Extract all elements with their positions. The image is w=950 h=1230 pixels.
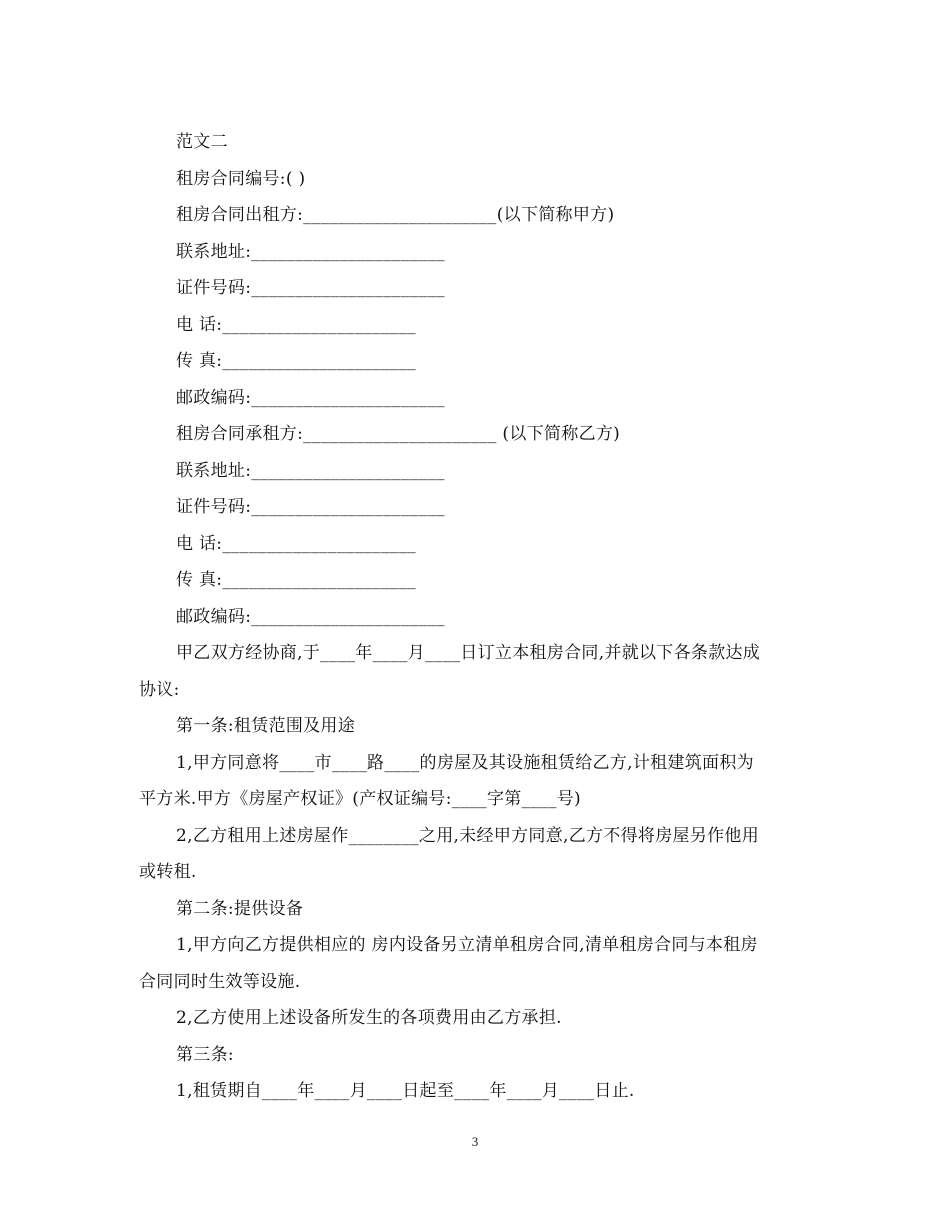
article-two-clause-2: 2,乙方使用上述设备所发生的各项费用由乙方承担. xyxy=(176,1008,562,1028)
lessor-line: 租房合同出租方:______________________(以下简称甲方) xyxy=(176,205,615,225)
section-heading: 范文二 xyxy=(176,132,228,152)
article-one-clause-1-continuation: 平方米.甲方《房屋产权证》(产权证编号:____字第____号) xyxy=(139,789,581,809)
lessor-phone-line: 电 话:______________________ xyxy=(176,314,416,335)
article-two-heading: 第二条:提供设备 xyxy=(176,898,304,919)
lessee-fax-line: 传 真:______________________ xyxy=(176,570,416,590)
lessor-id-line: 证件号码:______________________ xyxy=(176,278,445,298)
lessor-postcode-line: 邮政编码:______________________ xyxy=(176,387,445,408)
agreement-paragraph-continuation: 协议: xyxy=(139,679,180,700)
article-one-heading: 第一条:租赁范围及用途 xyxy=(176,716,356,736)
document-body xyxy=(139,124,819,1110)
lessee-postcode-line: 邮政编码:______________________ xyxy=(176,606,445,627)
article-three-clause-1: 1,租赁期自____年____月____日起至____年____月____日止. xyxy=(176,1081,635,1101)
article-one-clause-2-continuation: 或转租. xyxy=(139,862,197,882)
article-two-clause-1: 1,甲方向乙方提供相应的 房内设备另立清单租房合同,清单租房合同与本租房 xyxy=(176,935,758,955)
contract-number-line: 租房合同编号:( ) xyxy=(176,168,306,189)
article-two-clause-1-continuation: 合同同时生效等设施. xyxy=(139,971,301,992)
article-one-clause-1: 1,甲方同意将____市____路____的房屋及其设施租赁给乙方,计租建筑面积为 xyxy=(176,752,754,773)
lessee-line: 租房合同承租方:______________________ (以下简称乙方) xyxy=(176,424,621,444)
article-one-clause-2: 2,乙方租用上述房屋作________之用,未经甲方同意,乙方不得将房屋另作他用 xyxy=(176,825,760,846)
lessee-phone-line: 电 话:______________________ xyxy=(176,533,416,554)
article-three-heading: 第三条: xyxy=(176,1044,234,1065)
page-number: 3 xyxy=(471,1134,479,1149)
lessee-id-line: 证件号码:______________________ xyxy=(176,497,445,517)
lessee-address-line: 联系地址:______________________ xyxy=(176,460,445,481)
agreement-paragraph-line: 甲乙双方经协商,于____年____月____日订立本租房合同,并就以下各条款达成 xyxy=(176,643,761,663)
lessor-fax-line: 传 真:______________________ xyxy=(176,351,416,371)
lessor-address-line: 联系地址:______________________ xyxy=(176,241,445,262)
